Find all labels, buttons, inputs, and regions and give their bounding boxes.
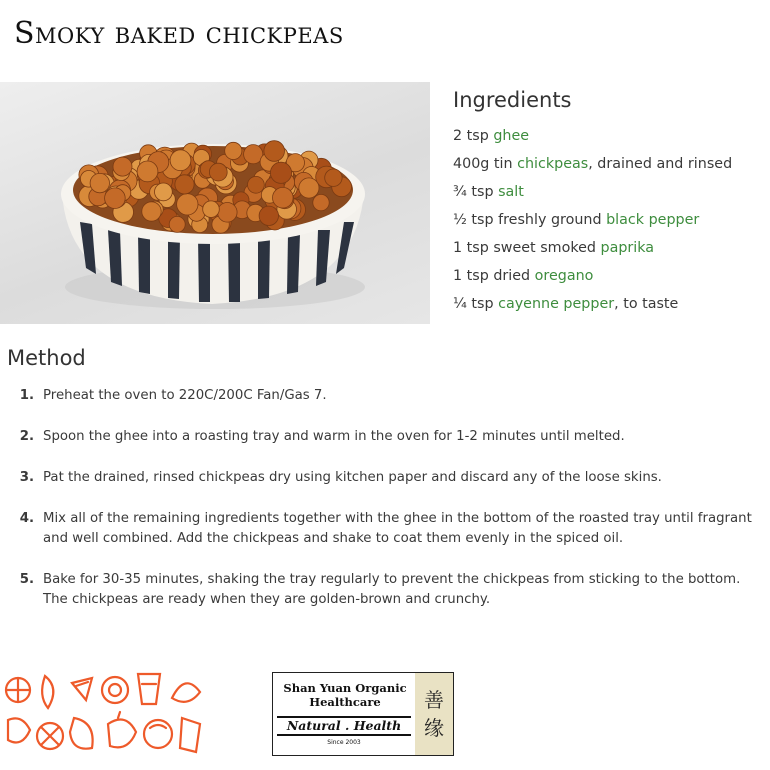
method-section [7, 346, 767, 631]
method-step [7, 386, 767, 406]
ingredient-item [453, 150, 768, 178]
chickpeas-bowl-photo [0, 82, 430, 324]
step-text: Pat the drained, rinsed chickpeas dry using kitchen paper and discard any of the loose skins. [43, 470, 662, 485]
chickpea-shape [137, 161, 158, 182]
chickpea-shape [142, 202, 161, 221]
chickpea-shape [155, 183, 173, 201]
chickpea-shape [113, 157, 132, 176]
method-step [7, 570, 767, 610]
ingredient-link-paprika[interactable]: paprika [600, 240, 655, 256]
chickpea-shape [273, 187, 294, 208]
chickpea-shape [169, 216, 185, 232]
ingredient-link-cayenne-pepper[interactable]: cayenne pepper [498, 296, 615, 312]
ingredients-list [453, 122, 768, 318]
logo-chinese-characters [415, 673, 453, 755]
logo-tagline: Natural . Health [277, 716, 411, 736]
step-text: Mix all of the remaining ingredients together with the ghee in the bottom of the roasted tray until fragrant and well combined. Add the chickpeas and shake to coat them evenly in the spiced oil. [43, 511, 752, 546]
logo-char-1: 善 [424, 688, 444, 712]
ingredient-link-salt[interactable]: salt [498, 184, 524, 200]
step-number: 2. [19, 429, 34, 444]
step-number: 3. [19, 470, 34, 485]
chickpea-shape [218, 203, 238, 223]
ingredient-link-black-pepper[interactable]: black pepper [606, 212, 700, 228]
chickpea-shape [203, 201, 220, 218]
ingredient-quantity: ¾ tsp [453, 184, 499, 200]
step-number: 5. [19, 572, 34, 587]
ingredient-quantity: 1 tsp dried [453, 268, 535, 284]
chickpea-shape [264, 141, 285, 162]
chickpea-shape [209, 163, 227, 181]
method-step [7, 468, 767, 488]
ingredient-item [453, 178, 768, 206]
step-text: Bake for 30-35 minutes, shaking the tray regularly to prevent the chickpeas from sticking to the bottom. The chickpeas are ready when they are golden-brown and crunchy. [43, 572, 741, 607]
ingredient-item [453, 290, 768, 318]
ingredient-quantity: 400g tin [453, 156, 518, 172]
ingredient-item [453, 234, 768, 262]
chickpea-shape [325, 169, 342, 186]
chickpea-shape [313, 194, 329, 210]
ingredient-note: , to taste [614, 296, 679, 312]
chickpea-shape [248, 176, 265, 193]
ingredient-link-ghee[interactable]: ghee [493, 128, 530, 144]
logo-line-2: Healthcare [309, 695, 381, 709]
ingredients-section [453, 88, 768, 318]
method-step [7, 509, 767, 549]
logo-char-2: 缘 [424, 716, 444, 740]
chickpea-shape [175, 175, 194, 194]
chickpea-shape [225, 142, 242, 159]
ingredient-note: , drained and rinsed [588, 156, 733, 172]
step-text: Spoon the ghee into a roasting tray and warm in the oven for 1-2 minutes until melted. [43, 429, 625, 444]
method-steps [7, 386, 767, 610]
ingredient-quantity: 2 tsp [453, 128, 494, 144]
step-number: 1. [19, 388, 34, 403]
logo-line-1: Shan Yuan Organic [283, 681, 407, 695]
ingredient-item [453, 262, 768, 290]
ingredient-quantity: 1 tsp sweet smoked [453, 240, 601, 256]
chickpea-shape [105, 188, 126, 209]
step-number: 4. [19, 511, 34, 526]
method-step [7, 427, 767, 447]
chickpea-shape [90, 173, 109, 192]
chickpea-shape [270, 162, 291, 183]
chickpea-shape [177, 194, 198, 215]
method-heading: Method [7, 346, 86, 370]
chickpea-shape [259, 206, 278, 225]
recipe-title: Smoky baked chickpeas [14, 16, 344, 51]
ingredients-heading: Ingredients [453, 88, 572, 112]
ingredient-link-chickpeas[interactable]: chickpeas [517, 156, 589, 172]
photo-illustration [0, 82, 430, 324]
vegetable-pattern-graphic [0, 668, 206, 760]
ingredient-item [453, 206, 768, 234]
ingredient-link-oregano[interactable]: oregano [534, 268, 594, 284]
chickpea-shape [299, 178, 319, 198]
logo-brand-name [277, 681, 413, 709]
ingredient-item [453, 122, 768, 150]
ingredient-quantity: ½ tsp freshly ground [453, 212, 607, 228]
shan-yuan-logo [272, 672, 454, 756]
chickpea-shape [170, 150, 191, 171]
ingredient-quantity: ¼ tsp [453, 296, 499, 312]
step-text: Preheat the oven to 220C/200C Fan/Gas 7. [43, 388, 327, 403]
logo-since: Since 2003 [327, 739, 361, 746]
